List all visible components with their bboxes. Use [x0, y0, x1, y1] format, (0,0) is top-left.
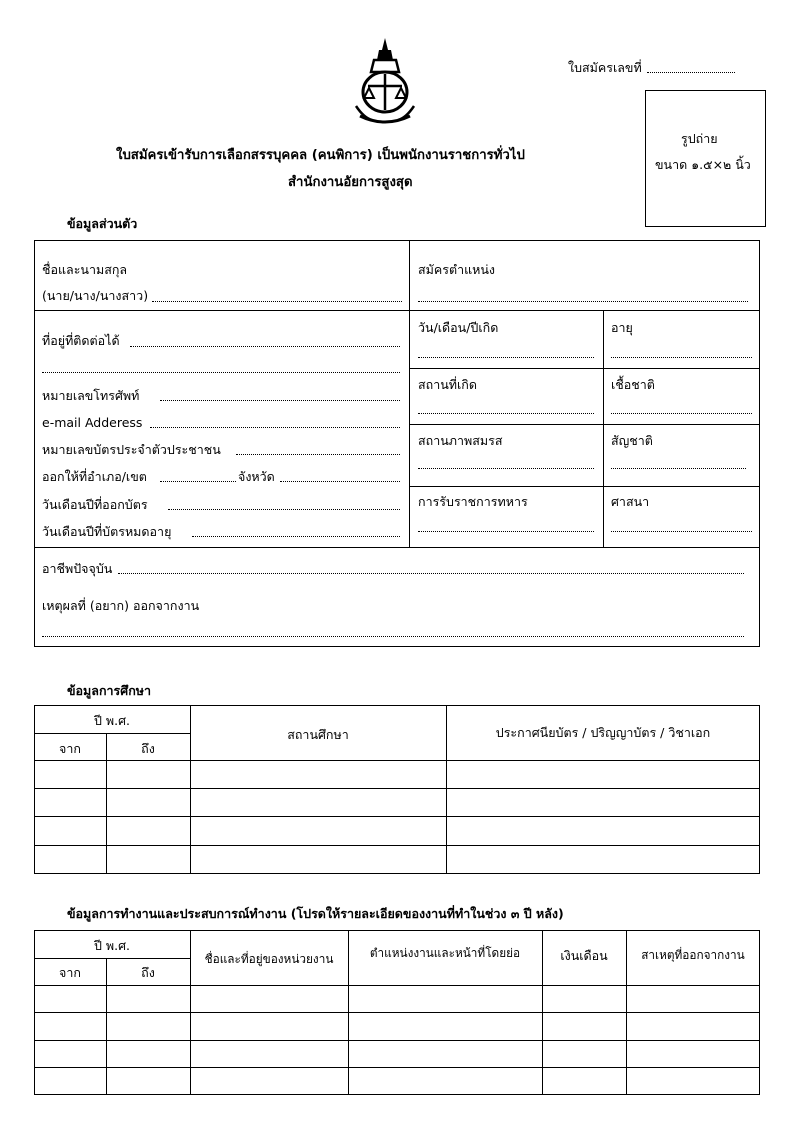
military-service-field[interactable] — [418, 531, 594, 532]
table-row[interactable] — [34, 816, 760, 845]
personal-section-title: ข้อมูลส่วนตัว — [67, 216, 138, 231]
work-employer-header: ชื่อและที่อยู่ของหน่วยงาน — [204, 952, 334, 966]
work-year-header: ปี พ.ศ. — [93, 938, 131, 953]
nationality-label: สัญชาติ — [611, 433, 653, 448]
edu-from-header: จาก — [59, 741, 81, 756]
birthplace-field[interactable] — [418, 413, 594, 414]
resignation-reason-label: เหตุผลที่ (อยาก) ออกจากงาน — [42, 598, 200, 613]
expiry-date-field[interactable] — [192, 536, 400, 537]
occupation-label: อาชีพปัจจุบัน — [42, 561, 113, 576]
nationality-field[interactable] — [611, 468, 746, 469]
email-field[interactable] — [150, 427, 400, 428]
application-no-label: ใบสมัครเลขที่ — [568, 60, 642, 75]
table-row[interactable] — [34, 1040, 760, 1067]
table-row[interactable] — [34, 1067, 760, 1095]
table-row[interactable] — [34, 985, 760, 1012]
dob-field[interactable] — [418, 357, 594, 358]
religion-label: ศาสนา — [611, 494, 650, 509]
work-position-header: ตำแหน่งงานและหน้าที่โดยย่อ — [369, 946, 521, 960]
emblem-logo — [352, 36, 418, 126]
photo-label: รูปถ่าย — [681, 131, 718, 146]
name-prefix-label: (นาย/นาง/นางสาว) — [42, 288, 149, 303]
military-service-label: การรับราชการทหาร — [418, 494, 528, 509]
address-label: ที่อยู่ที่ติดต่อได้ — [42, 333, 120, 348]
page-title: ใบสมัครเข้ารับการเลือกสรรบุคคล (คนพิการ) เป็นพนักงานราชการทั่วไป — [116, 148, 525, 163]
issue-date-label: วันเดือนปีที่ออกบัตร — [42, 497, 148, 512]
id-number-label: หมายเลขบัตรประจำตัวประชาชน — [42, 442, 221, 457]
page-subtitle: สำนักงานอัยการสูงสุด — [288, 175, 413, 190]
edu-year-header: ปี พ.ศ. — [93, 713, 131, 728]
address-field[interactable] — [130, 346, 400, 347]
education-section-title: ข้อมูลการศึกษา — [67, 683, 152, 698]
position-label: สมัครตำแหน่ง — [418, 262, 496, 277]
application-no-field[interactable] — [647, 72, 735, 73]
table-row[interactable] — [34, 845, 760, 874]
table-row[interactable] — [34, 788, 760, 816]
province-label: จังหวัด — [238, 469, 275, 484]
marital-status-label: สถานภาพสมรส — [418, 433, 503, 448]
table-row[interactable] — [34, 1012, 760, 1040]
birthplace-label: สถานที่เกิด — [418, 377, 477, 392]
work-salary-header: เงินเดือน — [560, 948, 608, 963]
edu-school-header: สถานศึกษา — [287, 727, 349, 742]
ethnicity-field[interactable] — [611, 413, 752, 414]
work-section-title: ข้อมูลการทำงานและประสบการณ์ทำงาน (โปรดให้รายละเอียดของงานที่ทำในช่วง ๓ ปี หลัง) — [67, 906, 564, 921]
address-field-line2[interactable] — [42, 372, 400, 373]
table-row[interactable] — [34, 760, 760, 788]
issued-at-label: ออกให้ที่อำเภอ/เขต — [42, 469, 147, 484]
resignation-reason-field[interactable] — [42, 636, 744, 637]
issued-at-field[interactable] — [160, 481, 236, 482]
phone-field[interactable] — [160, 400, 400, 401]
occupation-field[interactable] — [118, 573, 744, 574]
edu-degree-header: ประกาศนียบัตร / ปริญญาบัตร / วิชาเอก — [495, 725, 711, 740]
age-field[interactable] — [611, 357, 752, 358]
ethnicity-label: เชื้อชาติ — [611, 377, 655, 392]
name-label: ชื่อและนามสกุล — [42, 262, 128, 277]
work-to-header: ถึง — [141, 965, 155, 980]
edu-to-header: ถึง — [141, 741, 155, 756]
email-label: e-mail Adderess — [42, 415, 143, 430]
position-field[interactable] — [418, 301, 748, 302]
age-label: อายุ — [611, 320, 633, 335]
work-reason-header: สาเหตุที่ออกจากงาน — [641, 948, 745, 962]
photo-size-label: ขนาด ๑.๕×๒ นิ้ว — [655, 157, 751, 172]
name-field[interactable] — [152, 301, 402, 302]
expiry-date-label: วันเดือนปีที่บัตรหมดอายุ — [42, 524, 172, 539]
province-field[interactable] — [280, 481, 400, 482]
issue-date-field[interactable] — [168, 509, 400, 510]
phone-label: หมายเลขโทรศัพท์ — [42, 388, 140, 403]
work-from-header: จาก — [59, 965, 81, 980]
religion-field[interactable] — [611, 531, 752, 532]
dob-label: วัน/เดือน/ปีเกิด — [418, 320, 499, 335]
marital-status-field[interactable] — [418, 468, 594, 469]
id-number-field[interactable] — [236, 454, 400, 455]
